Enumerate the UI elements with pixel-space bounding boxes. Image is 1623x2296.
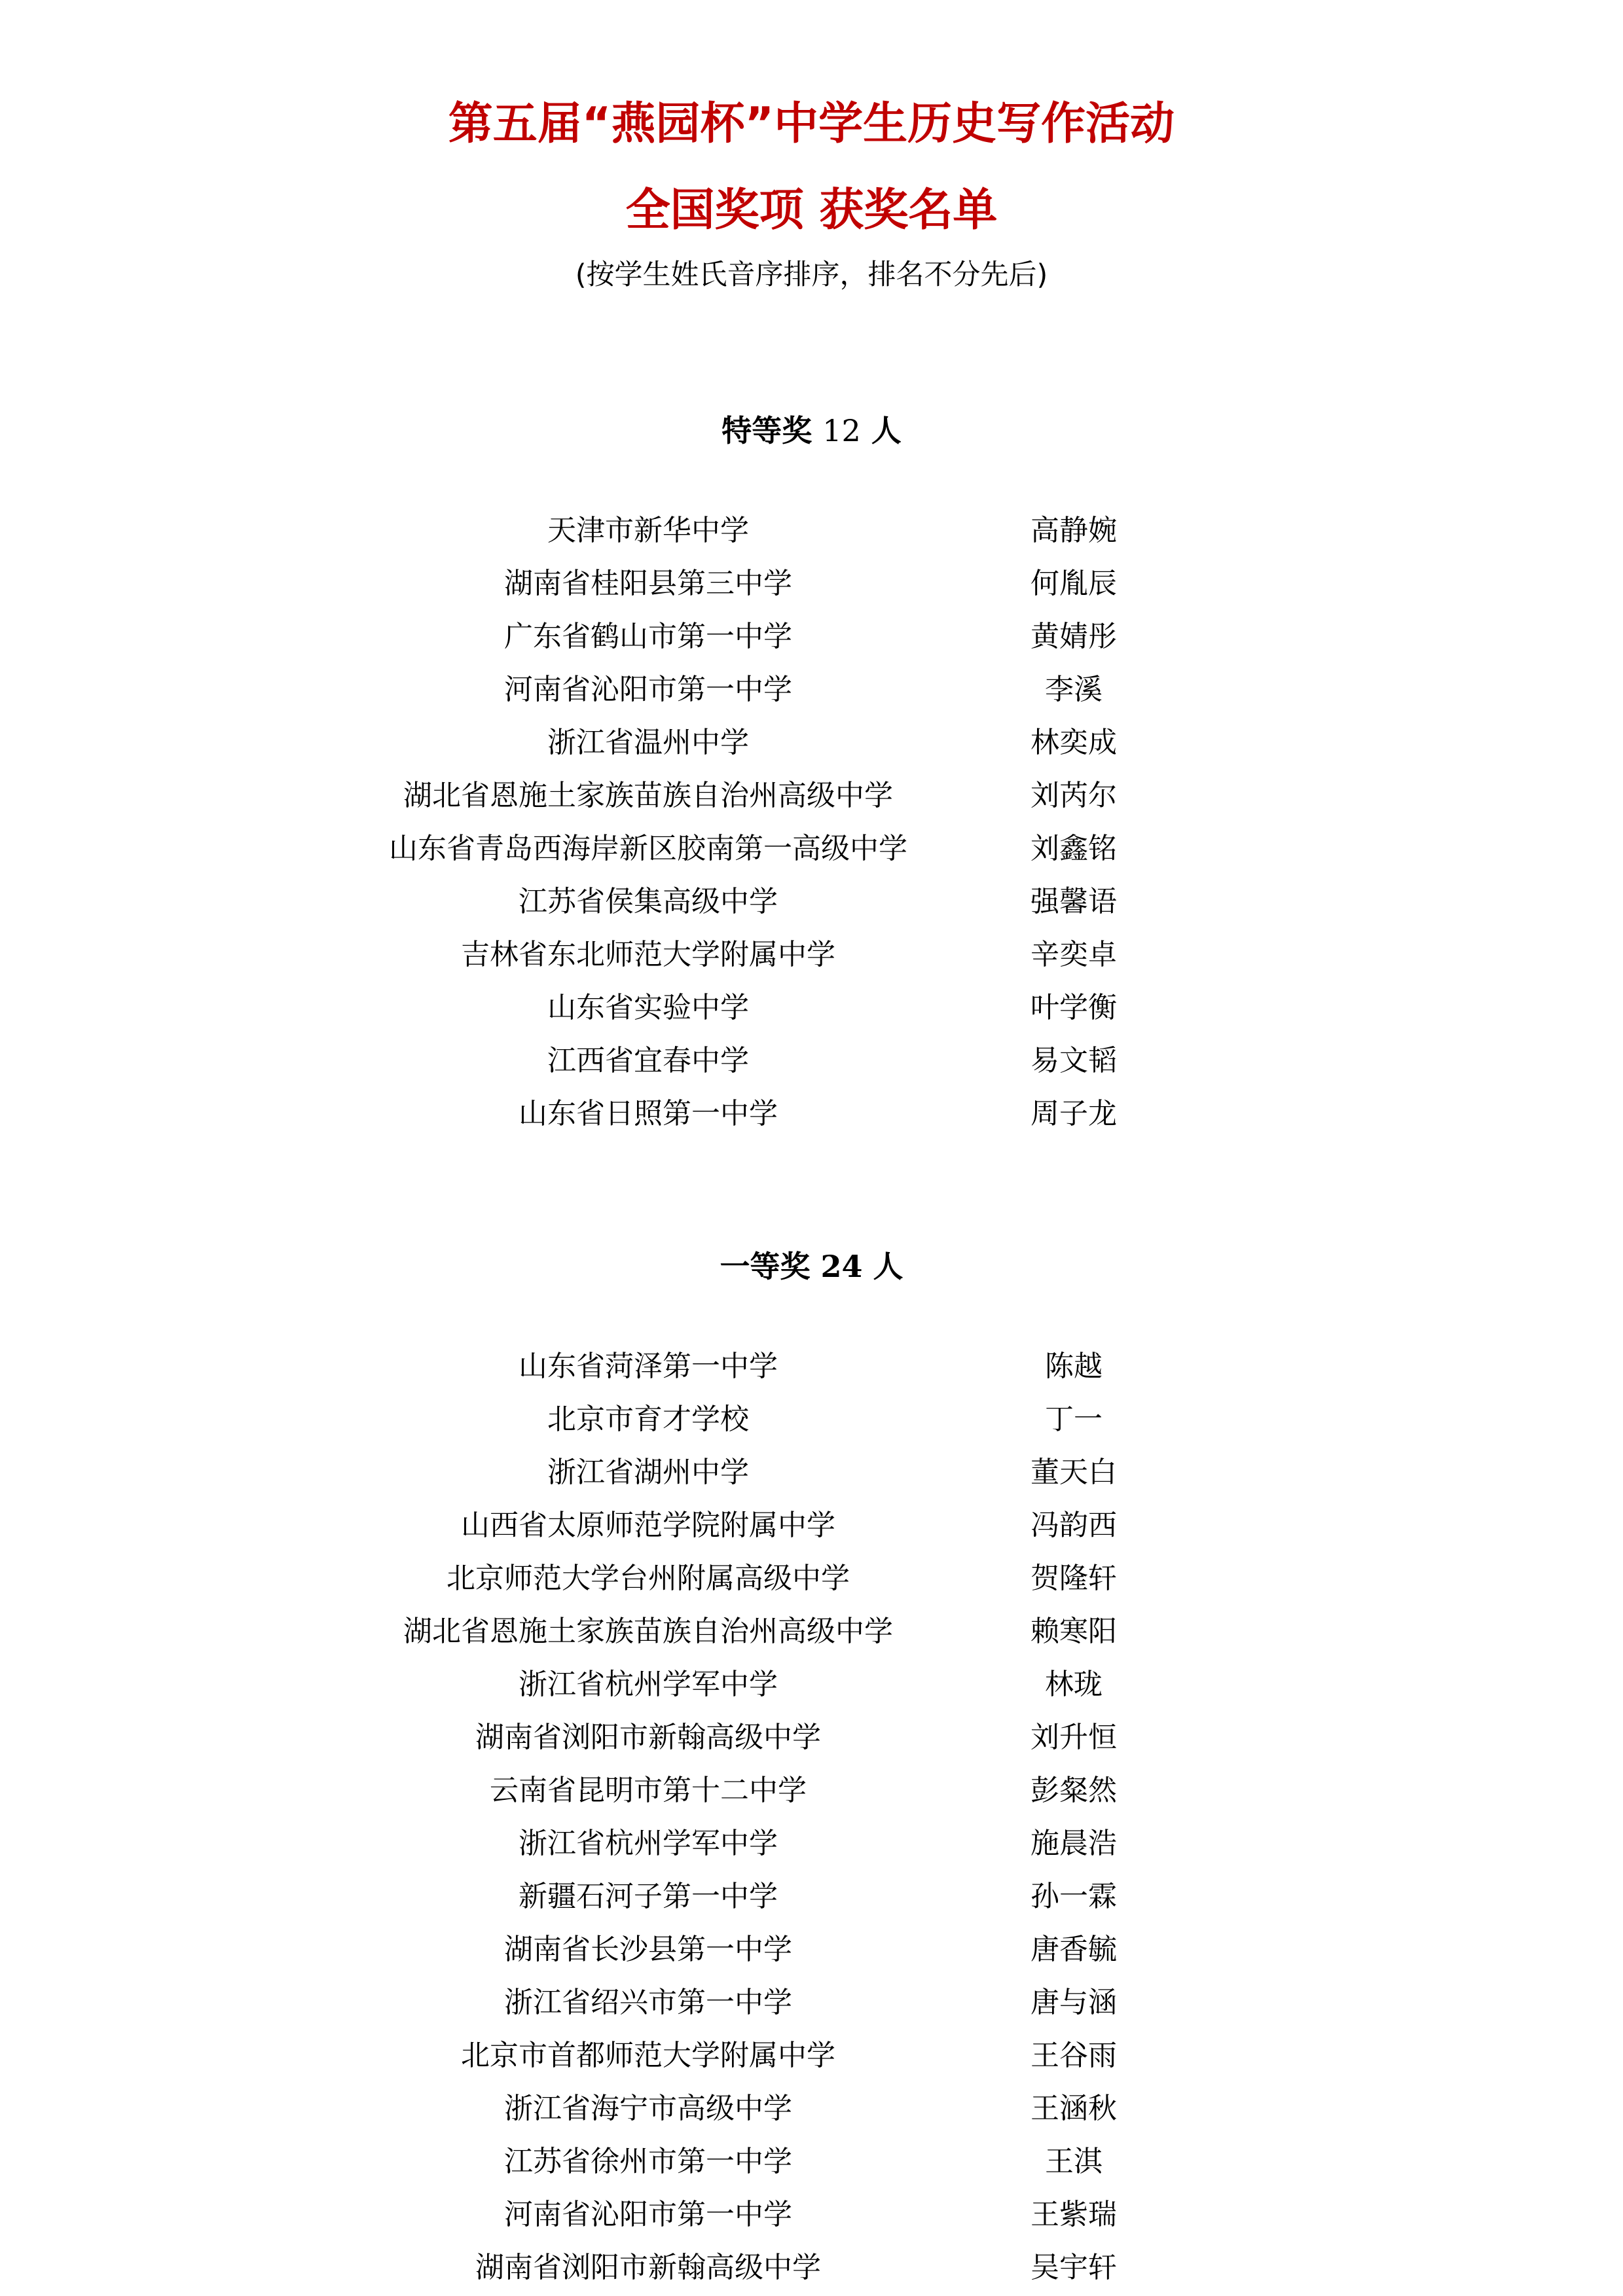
school-name: 新疆石河子第一中学	[519, 1880, 778, 1913]
student-name: 施晨浩	[1030, 1827, 1117, 1860]
list-item	[0, 504, 1623, 557]
student-name: 刘鑫铭	[1030, 832, 1117, 865]
list-item	[0, 2135, 1623, 2188]
school-name: 浙江省杭州学军中学	[519, 1668, 778, 1701]
list-item	[0, 928, 1623, 981]
list-item	[0, 1923, 1623, 1976]
school-name: 山东省日照第一中学	[519, 1097, 778, 1130]
student-name: 辛奕卓	[1030, 938, 1117, 971]
student-name: 易文韬	[1030, 1044, 1117, 1077]
student-name: 叶学衡	[1030, 991, 1117, 1024]
list-item	[0, 1499, 1623, 1552]
student-name: 强馨语	[1030, 885, 1117, 918]
list-item	[0, 716, 1623, 769]
student-name: 王淇	[1045, 2145, 1103, 2178]
list-item	[0, 2029, 1623, 2082]
student-name: 何胤辰	[1030, 567, 1117, 600]
list-item	[0, 2188, 1623, 2241]
school-name: 云南省昆明市第十二中学	[490, 1774, 807, 1807]
student-name: 高静婉	[1030, 514, 1117, 547]
list-item	[0, 981, 1623, 1034]
first-prize-list	[0, 1340, 1623, 2294]
school-name: 广东省鹤山市第一中学	[504, 620, 792, 653]
school-name: 浙江省绍兴市第一中学	[504, 1986, 792, 2019]
section-title-special-prize	[0, 411, 1623, 450]
school-name: 北京师范大学台州附属高级中学	[447, 1562, 850, 1595]
school-name: 江苏省侯集高级中学	[519, 885, 778, 918]
student-name: 刘芮尔	[1030, 779, 1117, 812]
list-item	[0, 1870, 1623, 1923]
school-name: 浙江省温州中学	[547, 726, 749, 759]
list-item	[0, 610, 1623, 663]
school-name: 江西省宜春中学	[547, 1044, 749, 1077]
list-item	[0, 1340, 1623, 1393]
school-name: 山东省菏泽第一中学	[519, 1350, 778, 1383]
section-title-unit: 人	[873, 1249, 903, 1284]
section-title-count: 24	[820, 1249, 863, 1284]
school-name: 浙江省湖州中学	[547, 1456, 749, 1489]
section-title-unit: 人	[871, 413, 902, 448]
school-name: 河南省沁阳市第一中学	[504, 2198, 792, 2231]
page-title: 第五届“燕园杯”中学生历史写作活动	[448, 98, 1175, 150]
school-name: 湖北省恩施土家族苗族自治州高级中学	[403, 779, 893, 812]
student-name: 陈越	[1045, 1350, 1103, 1383]
student-name: 冯韵西	[1030, 1509, 1117, 1542]
school-name: 吉林省东北师范大学附属中学	[461, 938, 835, 971]
student-name: 周子龙	[1030, 1097, 1117, 1130]
school-name: 湖南省浏阳市新翰高级中学	[475, 1721, 821, 1754]
list-item	[0, 1711, 1623, 1764]
school-name: 山东省青岛西海岸新区胶南第一高级中学	[389, 832, 907, 865]
school-name: 湖北省恩施土家族苗族自治州高级中学	[403, 1615, 893, 1648]
student-name: 刘升恒	[1030, 1721, 1117, 1754]
section-title-label: 特等奖	[721, 413, 812, 448]
student-name: 王谷雨	[1030, 2039, 1117, 2072]
list-item	[0, 557, 1623, 610]
list-item	[0, 1393, 1623, 1446]
school-name: 湖南省桂阳县第三中学	[504, 567, 792, 600]
student-name: 吴宇轩	[1030, 2251, 1117, 2284]
student-name: 丁一	[1045, 1403, 1103, 1436]
student-name: 林珑	[1045, 1668, 1103, 1701]
list-item	[0, 875, 1623, 928]
section-title-label: 一等奖	[720, 1249, 811, 1284]
list-item	[0, 1764, 1623, 1817]
student-name: 李溪	[1045, 673, 1103, 706]
student-name: 唐香毓	[1030, 1933, 1117, 1966]
sort-note: (按学生姓氏音序排序，排名不分先后)	[575, 259, 1048, 291]
special-prize-list	[0, 504, 1623, 1140]
list-item	[0, 2241, 1623, 2294]
student-name: 彭粲然	[1030, 1774, 1117, 1807]
student-name: 董天白	[1030, 1456, 1117, 1489]
list-item	[0, 822, 1623, 875]
student-name: 赖寒阳	[1030, 1615, 1117, 1648]
list-item	[0, 1034, 1623, 1087]
section-title-first-prize	[0, 1247, 1623, 1286]
student-name: 林奕成	[1030, 726, 1117, 759]
student-name: 王涵秋	[1030, 2092, 1117, 2125]
student-name: 唐与涵	[1030, 1986, 1117, 2019]
school-name: 山西省太原师范学院附属中学	[461, 1509, 835, 1542]
student-name: 贺隆轩	[1030, 1562, 1117, 1595]
page-subtitle: 全国奖项 获奖名单	[625, 185, 998, 236]
list-item	[0, 1658, 1623, 1711]
school-name: 浙江省杭州学军中学	[519, 1827, 778, 1860]
list-item	[0, 663, 1623, 716]
list-item	[0, 2082, 1623, 2135]
school-name: 天津市新华中学	[547, 514, 749, 547]
list-item	[0, 1087, 1623, 1140]
school-name: 湖南省浏阳市新翰高级中学	[475, 2251, 821, 2284]
student-name: 黄婧彤	[1030, 620, 1117, 653]
school-name: 河南省沁阳市第一中学	[504, 673, 792, 706]
school-name: 浙江省海宁市高级中学	[504, 2092, 792, 2125]
list-item	[0, 1976, 1623, 2029]
list-item	[0, 1552, 1623, 1605]
school-name: 山东省实验中学	[547, 991, 749, 1024]
list-item	[0, 1605, 1623, 1658]
list-item	[0, 769, 1623, 822]
list-item	[0, 1817, 1623, 1870]
school-name: 湖南省长沙县第一中学	[504, 1933, 792, 1966]
student-name: 王紫瑞	[1030, 2198, 1117, 2231]
school-name: 江苏省徐州市第一中学	[504, 2145, 792, 2178]
list-item	[0, 1446, 1623, 1499]
school-name: 北京市育才学校	[547, 1403, 749, 1436]
student-name: 孙一霖	[1030, 1880, 1117, 1913]
section-title-count: 12	[822, 413, 861, 448]
school-name: 北京市首都师范大学附属中学	[461, 2039, 835, 2072]
